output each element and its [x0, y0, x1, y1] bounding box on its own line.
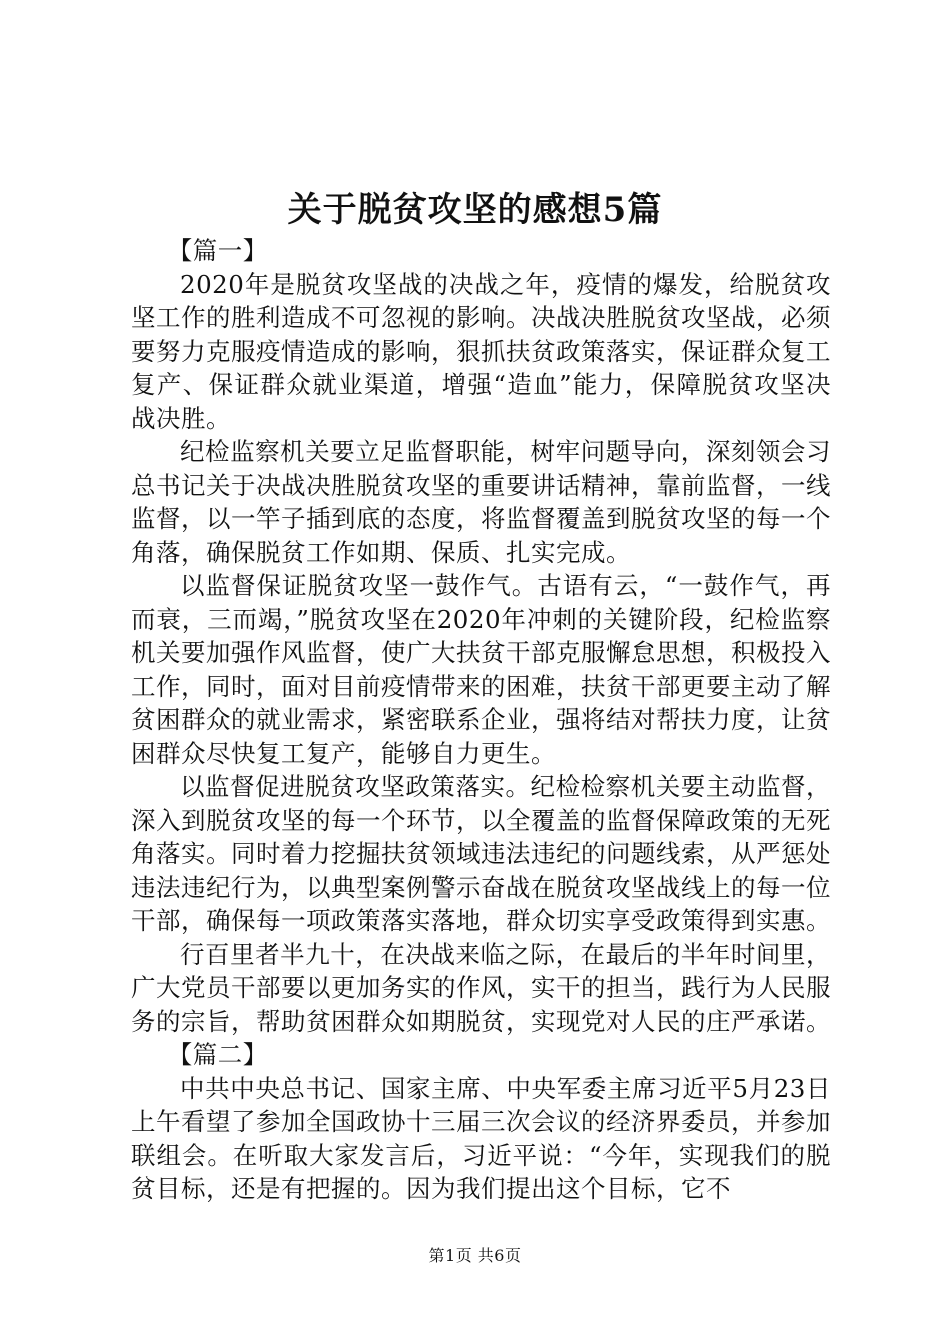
section-heading-1: 【篇一】: [167, 236, 268, 265]
section-heading-2: 【篇二】: [167, 1040, 268, 1069]
document-body: [131, 234, 831, 1206]
paragraph: 2020年是脱贫攻坚战的决战之年，疫情的爆发，给脱贫攻坚工作的胜利造成不可忽视的影响。决战决胜脱贫攻坚战，必须要努力克服疫情造成的影响，狠抓扶贫政策落实，保证群众复工复产、保证群众就业渠道，增强“造血”能力，保障脱贫攻坚决战决胜。: [131, 269, 831, 433]
document-title: 关于脱贫攻坚的感想5篇: [287, 190, 663, 230]
paragraph: 行百里者半九十，在决战来临之际，在最后的半年时间里，广大党员干部要以更加务实的作风，实干的担当，践行为人民服务的宗旨，帮助贫困群众如期脱贫，实现党对人民的庄严承诺。: [131, 939, 831, 1036]
paragraph: 纪检监察机关要立足监督职能，树牢问题导向，深刻领会习总书记关于决战决胜脱贫攻坚的重要讲话精神，靠前监督，一线监督，以一竿子插到底的态度，将监督覆盖到脱贫攻坚的每一个角落，确保脱贫工作如期、保质、扎实完成。: [131, 437, 831, 567]
paragraph: 中共中央总书记、国家主席、中央军委主席习近平5月23日上午看望了参加全国政协十三届三次会议的经济界委员，并参加联组会。在听取大家发言后，习近平说：“今年，实现我们的脱贫目标，还是有把握的。因为我们提出这个目标，它不: [131, 1073, 831, 1203]
page-footer: 第1页 共6页: [428, 1246, 522, 1265]
paragraph: 以监督促进脱贫攻坚政策落实。纪检检察机关要主动监督，深入到脱贫攻坚的每一个环节，以全覆盖的监督保障政策的无死角落实。同时着力挖掘扶贫领域违法违纪的问题线索，从严惩处违法违纪行为，以典型案例警示奋战在脱贫攻坚战线上的每一位干部，确保每一项政策落实落地，群众切实享受政策得到实惠。: [131, 772, 831, 935]
paragraph: 以监督保证脱贫攻坚一鼓作气。古语有云，“一鼓作气，再而衰，三而竭，”脱贫攻坚在2020年冲刺的关键阶段，纪检监察机关要加强作风监督，使广大扶贫干部克服懈怠思想，积极投入工作，同时，面对目前疫情带来的困难，扶贫干部更要主动了解贫困群众的就业需求，紧密联系企业，强将结对帮扶力度，让贫困群众尽快复工复产，能够自力更生。: [131, 571, 831, 768]
